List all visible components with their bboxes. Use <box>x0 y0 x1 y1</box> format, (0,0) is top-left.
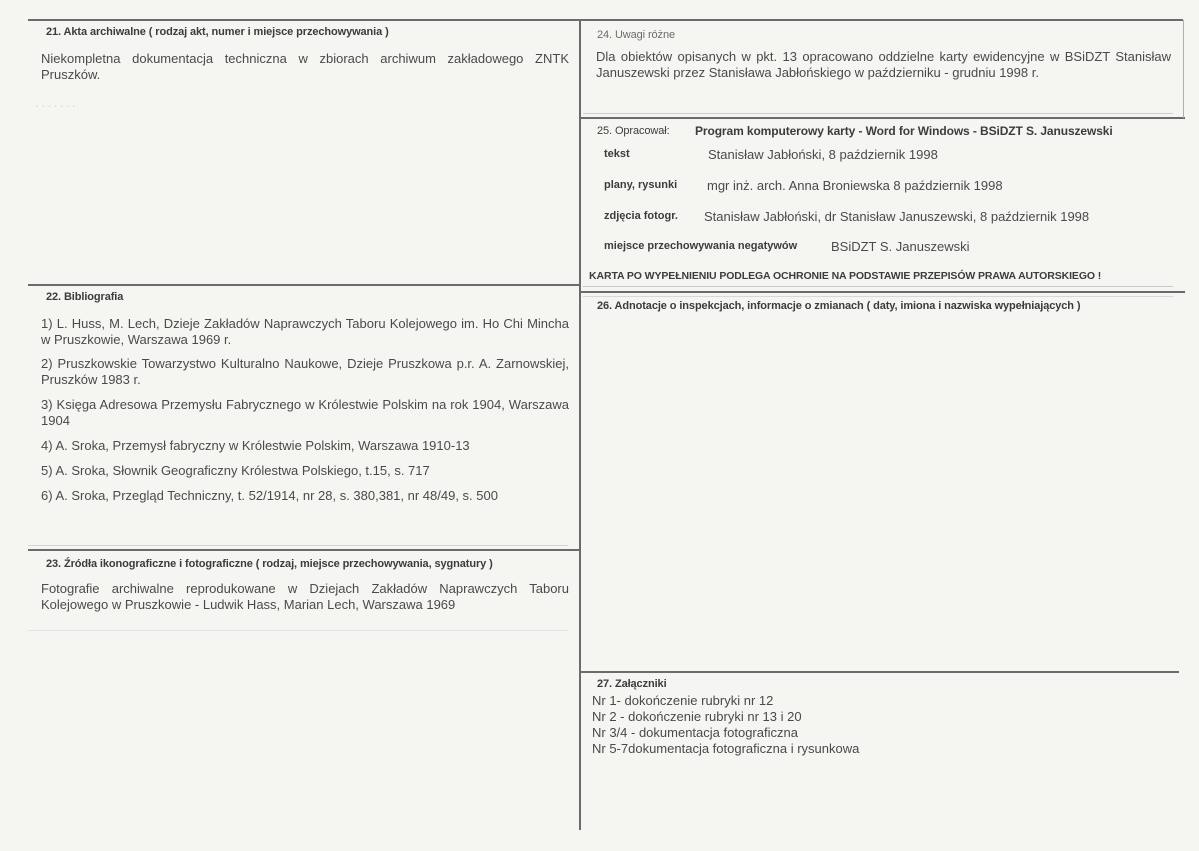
attachment-item: Nr 1- dokończenie rubryki nr 12 <box>592 693 774 708</box>
faint-line <box>28 630 568 631</box>
faint-scribble: . . . . . . . <box>36 98 76 110</box>
section-21-title: 21. Akta archiwalne ( rodzaj akt, numer i miejsce przechowywania ) <box>46 26 389 38</box>
row-value-negatives: BSiDZT S. Januszewski <box>831 239 970 254</box>
bibliography-item: 5) A. Sroka, Słownik Geograficzny Królestwa Polskiego, t.15, s. 717 <box>41 463 430 478</box>
attachment-item: Nr 5-7dokumentacja fotograficzna i rysunkowa <box>592 741 860 756</box>
divider-25-26 <box>581 291 1185 293</box>
section-27-title: 27. Załączniki <box>597 678 667 690</box>
attachment-item: Nr 2 - dokończenie rubryki nr 13 i 20 <box>592 709 802 724</box>
section-21-text: Niekompletna dokumentacja techniczna w zbiorach archiwum zakładowego ZNTK Pruszków. <box>41 51 569 82</box>
faint-line <box>28 545 568 546</box>
copyright-warning: KARTA PO WYPEŁNIENIU PODLEGA OCHRONIE NA PODSTAWIE PRZEPISÓW PRAWA AUTORSKIEGO ! <box>589 270 1102 282</box>
bibliography-item: 1) L. Huss, M. Lech, Dzieje Zakładów Naprawczych Taboru Kolejowego im. Ho Chi Mincha w Pruszkowie, Warszawa 1969 r. <box>41 316 569 347</box>
section-25-label: 25. Opracował: <box>597 125 670 137</box>
bibliography-item: 4) A. Sroka, Przemysł fabryczny w Królestwie Polskim, Warszawa 1910-13 <box>41 438 470 453</box>
row-label-photos: zdjęcia fotogr. <box>604 210 678 222</box>
row-label-text: tekst <box>604 148 630 160</box>
row-label-drawings: plany, rysunki <box>604 179 678 191</box>
divider-26-27 <box>581 671 1179 673</box>
divider-21-22 <box>28 284 580 286</box>
divider-22-23 <box>28 549 580 551</box>
bibliography-item: 6) A. Sroka, Przegląd Techniczny, t. 52/1914, nr 28, s. 380,381, nr 48/49, s. 500 <box>41 488 498 503</box>
faint-line <box>583 286 1173 287</box>
center-divider <box>579 20 581 830</box>
section-24-title: 24. Uwagi różne <box>597 29 675 41</box>
section-24-text: Dla obiektów opisanych w pkt. 13 opracowano oddzielne karty ewidencyjne w BSiDZT Stanisław Januszewski przez Stanisława Jabłońskiego w październiku - grudniu 1998 r. <box>596 49 1171 80</box>
section-22-title: 22. Bibliografia <box>46 291 124 303</box>
divider-24-25 <box>581 117 1185 119</box>
section-26-title: 26. Adnotacje o inspekcjach, informacje o zmianach ( daty, imiona i nazwiska wypełniających ) <box>597 300 1081 312</box>
row-value-drawings: mgr inż. arch. Anna Broniewska 8 październik 1998 <box>707 178 1003 193</box>
top-border <box>28 19 1183 21</box>
faint-line <box>583 113 1173 114</box>
section-23-text: Fotografie archiwalne reprodukowane w Dziejach Zakładów Naprawczych Taboru Kolejowego w Pruszkowie - Ludwik Hass, Marian Lech, Warszawa 1969 <box>41 581 569 612</box>
row-value-text: Stanisław Jabłoński, 8 październik 1998 <box>708 147 938 162</box>
row-label-negatives: miejsce przechowywania negatywów <box>604 240 798 252</box>
row-value-photos: Stanisław Jabłoński, dr Stanisław Januszewski, 8 październik 1998 <box>704 209 1090 224</box>
bibliography-item: 2) Pruszkowskie Towarzystwo Kulturalno Naukowe, Dzieje Pruszkowa p.r. A. Zarnowskiej, Pruszków 1983 r. <box>41 356 569 387</box>
section-25-program: Program komputerowy karty - Word for Windows - BSiDZT S. Januszewski <box>695 124 1113 138</box>
faint-line <box>583 296 1173 297</box>
attachment-item: Nr 3/4 - dokumentacja fotograficzna <box>592 725 798 740</box>
right-border <box>1183 20 1184 118</box>
bibliography-item: 3) Księga Adresowa Przemysłu Fabrycznego w Królestwie Polskim na rok 1904, Warszawa 1904 <box>41 397 569 428</box>
section-23-title: 23. Źródła ikonograficzne i fotograficzne ( rodzaj, miejsce przechowywania, sygnatury ) <box>46 558 493 570</box>
